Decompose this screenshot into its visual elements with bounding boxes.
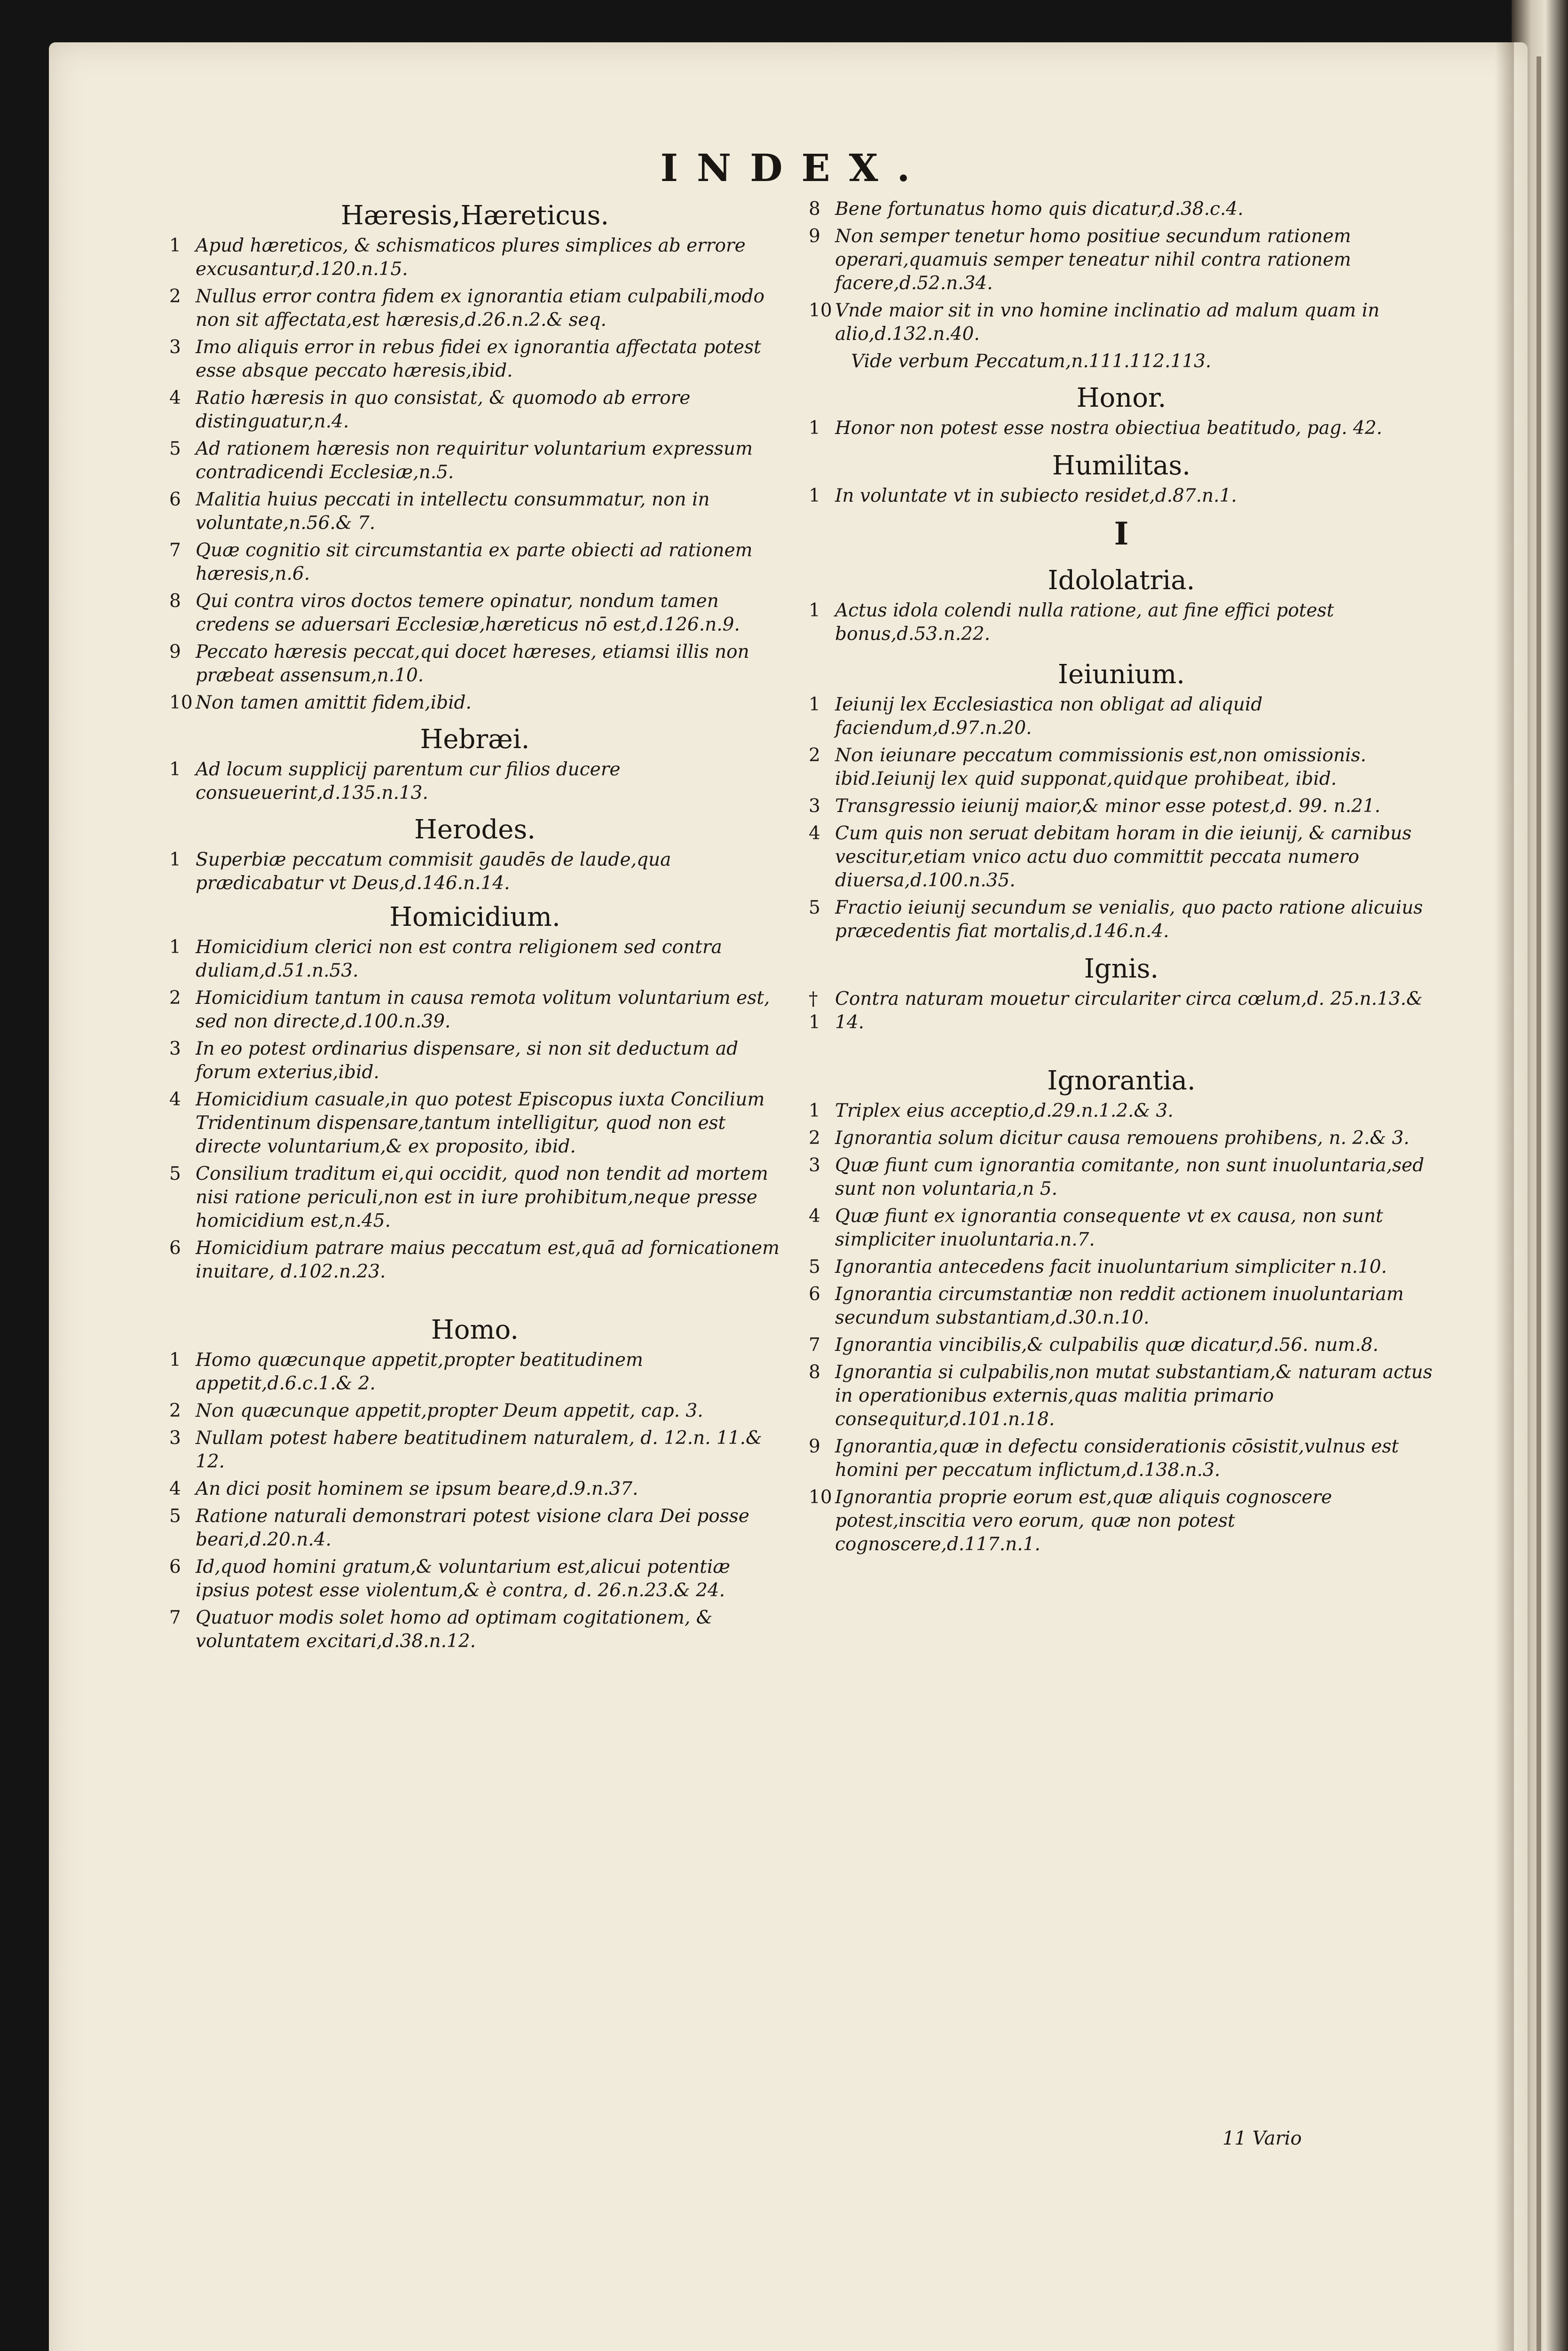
index-entry [809,987,1434,1034]
entry-number: 3 [169,1428,181,1449]
entry-number: 8 [809,198,820,220]
index-entry [169,387,780,434]
entry-text: Vnde maior sit in vno homine inclinatio ad malum quam in alio,d.132.n.40. [835,300,1380,345]
entry-text: Homicidium patrare maius peccatum est,quā ad fornicationem inuitare, d.102.n.23. [196,1238,780,1282]
index-heading: Hæresis,Hæreticus. [340,200,609,231]
index-entry [169,234,780,281]
entry-number: 4 [169,1478,181,1499]
index-heading: Homicidium. [389,902,560,932]
entry-number: 3 [169,337,181,358]
index-entry [809,1255,1434,1279]
index-entry [169,1162,780,1233]
index-entry [809,822,1434,892]
entry-text: In eo potest ordinarius dispensare, si non sit deductum ad forum exterius,ibid. [196,1038,739,1083]
entry-text: Honor non potest esse nostra obiectiua beatitudo, pag. 42. [835,418,1382,439]
index-heading: Hebræi. [420,724,530,755]
entry-text: Ratio hæresis in quo consistat, & quomodo ab errore distinguatur,n.4. [196,387,691,432]
entry-number: 6 [169,1556,181,1578]
index-heading: Homo. [431,1315,519,1345]
entry-text: Ignorantia si culpabilis,non mutat substantiam,& naturam actus in operationibus externis,quas malitia primario consequitur,d.101.n.18. [835,1362,1433,1430]
index-entry [809,1361,1434,1431]
entry-text: Non ieiunare peccatum commissionis est,non omissionis. ibid.Ieiunij lex quid supponat,quidque prohibeat, ibid. [835,745,1366,789]
entry-number: 10 [169,692,193,713]
entry-number: 7 [169,540,181,561]
entry-number: 10 [809,1487,832,1508]
index-entry [169,488,780,535]
catchword: 11 Vario [1222,2128,1302,2149]
index-entry [169,336,780,383]
entry-text: Bene fortunatus homo quis dicatur,d.38.c.4. [835,198,1244,220]
section-letter: I [1114,515,1129,552]
entry-text: Ignorantia solum dicitur causa remouens prohibens, n. 2.& 3. [835,1128,1410,1149]
entry-text: Ignorantia antecedens facit inuoluntarium simpliciter n.10. [835,1256,1387,1278]
index-entry [169,691,780,715]
entry-text: Homicidium casuale,in quo potest Episcopus iuxta Concilium Tridentinum dispensare,tantum intelligitur, quod non est directe voluntarium,& ex proposito, ibid. [196,1089,765,1157]
entry-number: 6 [809,1284,820,1305]
entry-text: Superbiæ peccatum commisit gaudēs de laude,qua prædicabatur vt Deus,d.146.n.14. [196,849,671,894]
entry-number: 1 [169,937,181,958]
entry-number: 9 [809,1436,820,1457]
index-heading: Herodes. [414,814,536,845]
entry-number: 6 [169,1238,181,1259]
index-entry [809,1099,1434,1123]
index-heading: Humilitas. [1052,450,1191,481]
index-heading: Ignorantia. [1047,1065,1196,1096]
entry-text: Quatuor modis solet homo ad optimam cogitationem, & voluntatem excitari,d.38.n.12. [196,1607,713,1652]
cross-reference-note: Vide verbum Peccatum,n.111.112.113. [851,351,1212,372]
entry-number: 7 [169,1607,181,1628]
entry-number: 3 [809,796,820,817]
entry-number: 1 [809,600,820,621]
index-entry [169,986,780,1033]
entry-text: Cum quis non seruat debitam horam in die ieiunij, & carnibus vescitur,etiam vnico actu duo committit peccata numero diuersa,d.100.n.35. [835,823,1412,891]
entry-number: 1 [809,418,820,439]
entry-number: 1 [169,849,181,870]
entry-text: Quæ cognitio sit circumstantia ex parte obiecti ad rationem hæresis,n.6. [196,540,753,584]
index-entry [809,599,1434,646]
index-entry [169,539,780,586]
entry-number: 7 [809,1334,820,1356]
entry-text: Transgressio ieiunij maior,& minor esse potest,d. 99. n.21. [835,796,1381,817]
entry-text: Imo aliquis error in rebus fidei ex ignorantia affectata potest esse absque peccato hæresis,ibid. [196,337,761,381]
index-entry [169,285,780,332]
index-entry [809,1127,1434,1150]
entry-text: Quæ fiunt cum ignorantia comitante, non sunt inuoluntaria,sed sunt non voluntaria,n 5. [835,1155,1425,1199]
entry-number: 5 [169,1506,181,1527]
entry-number: 10 [809,300,832,321]
index-entry [809,1283,1434,1330]
index-entry [809,795,1434,818]
entry-number: 1 [809,485,820,506]
index-entry [169,1477,780,1501]
entry-number: 2 [809,745,820,766]
index-entry [809,693,1434,740]
index-heading: Honor. [1076,383,1166,413]
book-spine-strip [1536,56,1541,2351]
index-entry [169,1088,780,1159]
index-entry [809,744,1434,791]
index-entry [169,848,780,895]
index-entry [809,1154,1434,1201]
index-heading: Ignis. [1084,954,1159,984]
index-entry [809,197,1434,221]
entry-text: An dici posit hominem se ipsum beare,d.9.n.37. [196,1478,638,1499]
entry-number: 8 [169,591,181,612]
entry-text: Non tamen amittit fidem,ibid. [196,692,472,713]
entry-number: 1 [169,235,181,256]
entry-number: 8 [809,1362,820,1383]
entry-text: Actus idola colendi nulla ratione, aut fine effici potest bonus,d.53.n.22. [835,600,1334,645]
entry-number: 6 [169,489,181,510]
entry-number: 1 [169,1349,181,1371]
left-column [169,197,780,1657]
entry-text: Id,quod homini gratum,& voluntarium est,alicui potentiæ ipsius potest esse violentum,& è contra, d. 26.n.23.& 24. [196,1556,730,1601]
running-head: INDEX. [660,146,929,190]
entry-number: 2 [809,1128,820,1149]
index-entry [809,1486,1434,1556]
entry-number: 2 [169,1400,181,1421]
index-heading: Ieiunium. [1057,659,1185,690]
entry-text: Quæ fiunt ex ignorantia consequente vt ex causa, non sunt simpliciter inuoluntaria.n.7. [835,1206,1383,1250]
index-entry [809,1205,1434,1252]
entry-text: Ieiunij lex Ecclesiastica non obligat ad aliquid faciendum,d.97.n.20. [835,694,1263,739]
entry-number: 2 [169,286,181,307]
entry-text: Qui contra viros doctos temere opinatur, nondum tamen credens se aduersari Ecclesiæ,hæreticus nō est,d.126.n.9. [196,591,740,635]
entry-text: Homo quæcunque appetit,propter beatitudinem appetit,d.6.c.1.& 2. [196,1349,643,1394]
entry-text: Non quæcunque appetit,propter Deum appetit, cap. 3. [196,1400,703,1421]
index-entry [809,484,1434,508]
index-entry [809,225,1434,295]
entry-text: Malitia huius peccati in intellectu consummatur, non in voluntate,n.56.& 7. [196,489,710,534]
index-entry [169,1427,780,1474]
entry-number: 3 [809,1155,820,1176]
entry-text: Ignorantia proprie eorum est,quæ aliquis cognoscere potest,inscitia vero eorum, quæ non potest cognoscere,d.117.n.1. [835,1487,1332,1555]
entry-number: 5 [169,1163,181,1184]
entry-text: Ignorantia,quæ in defectu considerationis cōsistit,vulnus est homini per peccatum inflictum,d.138.n.3. [835,1436,1399,1481]
entry-text: Nullam potest habere beatitudinem naturalem, d. 12.n. 11.& 12. [196,1428,762,1472]
entry-text: Ratione naturali demonstrari potest visione clara Dei posse beari,d.20.n.4. [196,1506,749,1550]
gutter-shadow [1495,42,1514,2351]
index-entry [169,1349,780,1396]
entry-text: Nullus error contra fidem ex ignorantia etiam culpabili,modo non sit affectata,est hæresis,d.26.n.2.& seq. [196,286,764,331]
entry-number: 1 [809,1100,820,1121]
entry-number: 1 [169,759,181,780]
entry-text: Ignorantia vincibilis,& culpabilis quæ dicatur,d.56. num.8. [835,1334,1379,1356]
entry-text: In voluntate vt in subiecto residet,d.87.n.1. [835,485,1237,506]
index-entry [169,1505,780,1552]
entry-number: 3 [169,1038,181,1059]
entry-text: Contra naturam mouetur circulariter circa cœlum,d. 25.n.13.& 14. [835,988,1423,1033]
entry-text: Ignorantia circumstantiæ non reddit actionem inuoluntariam secundum substantiam,d.30.n.10. [835,1284,1404,1328]
entry-number: 1 [809,694,820,715]
entry-text: Apud hæreticos, & schismaticos plures simplices ab errore excusantur,d.120.n.15. [196,235,746,280]
entry-text: Homicidium tantum in causa remota volitum voluntarium est, sed non directe,d.100.n.39. [196,987,770,1032]
index-entry [809,1435,1434,1482]
index-entry [169,437,780,484]
entry-number: 9 [809,226,820,247]
index-entry [169,1037,780,1084]
entry-text: Peccato hæresis peccat,qui docet hæreses, etiamsi illis non præbeat assensum,n.10. [196,641,749,686]
index-entry [809,417,1434,440]
entry-text: Ad locum supplicij parentum cur filios ducere consueuerint,d.135.n.13. [196,759,621,804]
entry-number: 4 [809,1206,820,1227]
index-entry [809,1333,1434,1357]
right-column [809,197,1434,1560]
entry-number: 5 [169,438,181,459]
index-entry [169,936,780,983]
entry-number: 4 [169,1089,181,1110]
entry-number: 5 [809,897,820,918]
entry-text: Ad rationem hæresis non requiritur voluntarium expressum contradicendi Ecclesiæ,n.5. [196,438,753,483]
index-entry [169,1555,780,1602]
entry-text: Fractio ieiunij secundum se venialis, quo pacto ratione alicuius præcedentis fiat mortalis,d.146.n.4. [835,897,1423,942]
entry-number: 4 [169,387,181,409]
index-entry [169,1237,780,1284]
index-entry [169,1399,780,1423]
entry-number: 9 [169,641,181,663]
entry-text: Triplex eius acceptio,d.29.n.1.2.& 3. [835,1100,1174,1121]
entry-number: 5 [809,1256,820,1278]
entry-text: Consilium traditum ei,qui occidit, quod non tendit ad mortem nisi ratione periculi,non est in iure prohibitum,neque presse homicidium est,n.45. [196,1163,768,1231]
entry-number: † 1 [809,988,820,1033]
index-entry [169,758,780,805]
index-entry [169,640,780,687]
index-entry [809,896,1434,943]
index-heading: Idololatria. [1048,565,1195,596]
index-entry [169,590,780,637]
entry-text: Homicidium clerici non est contra religionem sed contra duliam,d.51.n.53. [196,937,722,981]
entry-text: Non semper tenetur homo positiue secundum rationem operari,quamuis semper teneatur nihil contra rationem facere,d.52.n.34. [835,226,1351,294]
entry-number: 2 [169,987,181,1009]
index-entry [809,299,1434,346]
index-entry [169,1606,780,1653]
entry-number: 4 [809,823,820,844]
